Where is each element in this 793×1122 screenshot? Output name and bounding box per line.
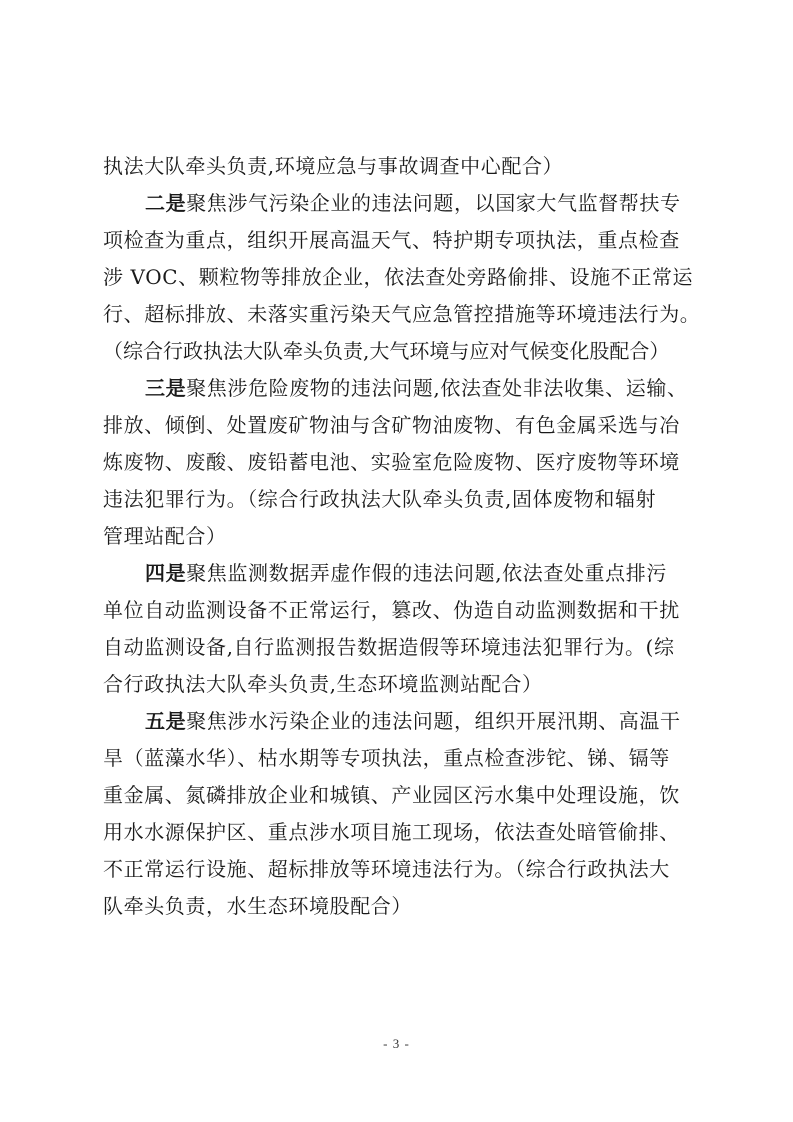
text-line: 重金属、氮磷排放企业和城镇、产业园区污水集中处理设施，饮 (103, 783, 680, 807)
paragraph-lead: 五是 (145, 709, 187, 733)
text-line: 合行政执法大队牵头负责,生态环境监测站配合） (103, 672, 543, 696)
text-span: 聚焦涉水污染企业的违法问题，组织开展汛期、高温干 (186, 709, 681, 733)
paragraph-item-4 (103, 555, 703, 703)
text-line: 自动监测设备,自行监测报告数据造假等环境违法犯罪行为。(综 (103, 635, 675, 659)
paragraph-lead: 四是 (145, 561, 187, 585)
paragraph-item-3 (103, 370, 703, 555)
text-line: 单位自动监测设备不正常运行，篡改、伪造自动监测数据和干扰 (103, 598, 680, 622)
text-line: 违法犯罪行为。（综合行政执法大队牵头负责,固体废物和辐射 (103, 487, 657, 511)
text-line (103, 370, 703, 407)
text-line: 队牵头负责，水生态环境股配合） (103, 894, 412, 918)
text-line: 不正常运行设施、超标排放等环境违法行为。（综合行政执法大 (103, 857, 670, 881)
paragraph-continuation (103, 148, 703, 185)
text-line: 炼废物、废酸、废铅蓄电池、实验室危险废物、医疗废物等环境 (103, 450, 680, 474)
text-line: 管理站配合） (103, 524, 227, 548)
page-number: - 3 - (383, 1036, 410, 1051)
text-line (103, 555, 703, 592)
paragraph-lead: 三是 (145, 376, 187, 400)
text-line (103, 703, 703, 740)
text-line: 项检查为重点，组织开展高温天气、特护期专项执法，重点检查 (103, 228, 680, 252)
text-line (103, 185, 703, 222)
text-line: 行、超标排放、未落实重污染天气应急管控措施等环境违法行为。 (103, 302, 701, 326)
paragraph-item-5 (103, 703, 703, 925)
text-line: 涉 VOC、颗粒物等排放企业，依法查处旁路偷排、设施不正常运 (103, 265, 694, 289)
text-line: 排放、倾倒、处置废矿物油与含矿物油废物、有色金属采选与冶 (103, 413, 680, 437)
text-span: 聚焦涉气污染企业的违法问题，以国家大气监督帮扶专 (186, 191, 681, 215)
paragraph-item-2 (103, 185, 703, 370)
text-span: 聚焦涉危险废物的违法问题,依法查处非法收集、运输、 (186, 376, 688, 400)
text-line: 用水水源保护区、重点涉水项目施工现场，依法查处暗管偷排、 (103, 820, 680, 844)
document-body (103, 148, 703, 925)
text-line: 执法大队牵头负责,环境应急与事故调查中心配合） (103, 154, 564, 178)
text-line: 旱（蓝藻水华）、枯水期等专项执法，重点检查涉铊、锑、镉等 (103, 746, 670, 770)
text-line: （综合行政执法大队牵头负责,大气环境与应对气候变化股配合） (103, 339, 670, 363)
text-span: 聚焦监测数据弄虚作假的违法问题,依法查处重点排污 (186, 561, 667, 585)
paragraph-lead: 二是 (145, 191, 187, 215)
